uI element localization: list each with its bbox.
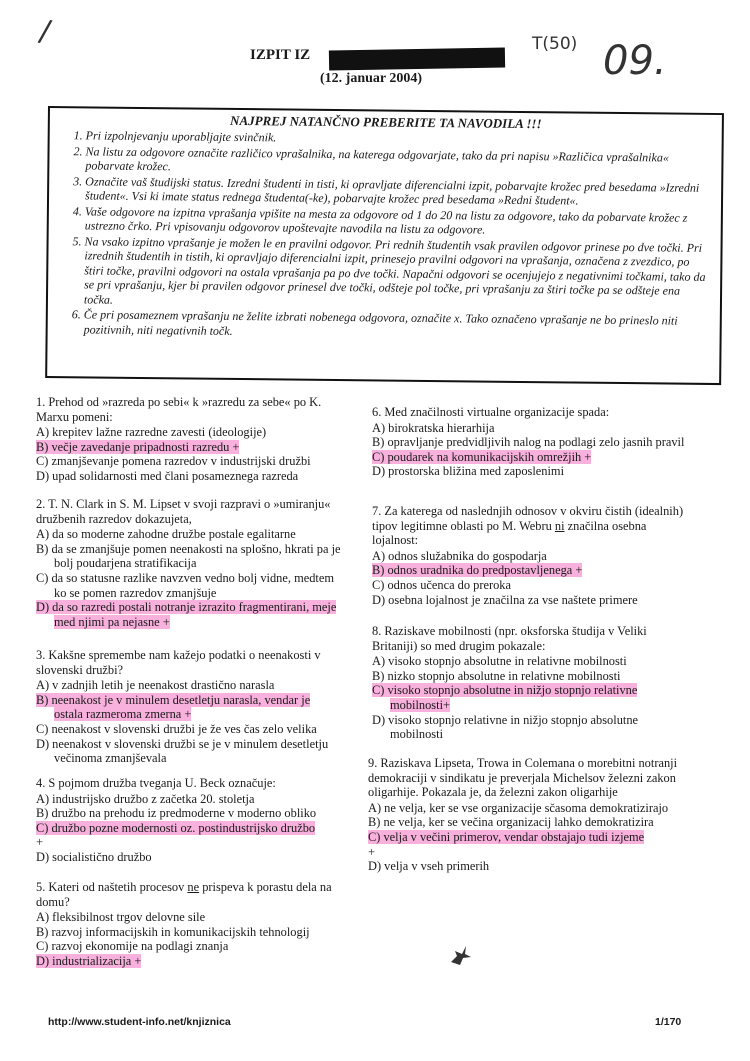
option-d: D) prostorska bližina med zaposlenimi bbox=[372, 464, 565, 479]
option-b: B) da se zmanjšuje pomen neenakosti na splošno, hkrati pa je bolj poudarjena stratifikacija bbox=[36, 541, 341, 571]
option-a: A) da so moderne zahodne družbe postale egalitarne bbox=[36, 527, 296, 542]
option-c: C) zmanjševanje pomena razredov v industrijski družbi bbox=[36, 454, 311, 469]
question-7 bbox=[372, 504, 690, 607]
exam-title: IZPIT IZ bbox=[250, 47, 311, 63]
question-stem: 3. Kakšne spremembe nam kažejo podatki o neenakosti v slovenski družbi? bbox=[36, 648, 321, 677]
option-c: C) neenakost v slovenski družbi je že ves čas zelo velika bbox=[36, 721, 317, 736]
option-c-selected: C) poudarek na komunikacijskih omrežjih + bbox=[372, 449, 592, 464]
option-b-selected: B) neenakost je v minulem desetletju narasla, vendar je ostala razmeroma zmerna + bbox=[36, 692, 311, 722]
option-b: B) opravljanje predvidljivih nalog na podlagi zelo jasnih pravil bbox=[372, 435, 685, 450]
option-a: A) fleksibilnost trgov delovne sile bbox=[36, 910, 206, 925]
stem-emphasis: ne bbox=[187, 880, 200, 894]
instruction-item: 6. Če pri posameznem vprašanju ne želite izbrati nobenega odgovora, označite x. Tako označeno vprašanje ne bo prineslo niti pozitivnih, niti negativnih točk. bbox=[84, 307, 710, 343]
option-d: D) velja v vseh primerih bbox=[368, 859, 490, 874]
option-b: B) nizko stopnjo absolutne in relativne mobilnosti bbox=[372, 668, 621, 683]
option-b: B) ne velja, ker se večina organizacij lahko demokratizira bbox=[368, 815, 654, 830]
option-a: A) birokratska hierarhija bbox=[372, 420, 495, 435]
option-b-selected: B) večje zavedanje pripadnosti razredu + bbox=[36, 439, 240, 454]
footer-url: http://www.student-info.net/knjiznica bbox=[48, 1016, 231, 1028]
stem-text: značilna osebna lojalnost: bbox=[372, 518, 647, 548]
doodle-icon bbox=[448, 942, 474, 968]
exam-date: (12. januar 2004) bbox=[320, 71, 423, 86]
page-number: 1/170 bbox=[655, 1016, 682, 1028]
option-a: A) v zadnjih letih je neenakost drastično narasla bbox=[36, 678, 275, 693]
question-1 bbox=[36, 395, 346, 484]
question-stem: 2. T. N. Clark in S. M. Lipset v svoji razpravi o »umiranju« družbenih razredov dokazujeta, bbox=[36, 497, 331, 526]
option-b-selected: B) odnos uradnika do predpostavljenega + bbox=[372, 563, 583, 578]
option-b: B) razvoj informacijskih in komunikacijskih tehnologij bbox=[36, 924, 310, 939]
pen-stroke: / bbox=[36, 13, 54, 50]
instructions-box bbox=[45, 106, 724, 385]
option-c: C) da so statusne razlike navzven vedno bolj vidne, medtem ko se pomen razredov zmanjšuje bbox=[36, 570, 334, 600]
option-d-selected: D) da so razredi postali notranje izrazito fragmentirani, meje med njimi pa nejasne + bbox=[36, 600, 337, 629]
question-stem: 6. Med značilnosti virtualne organizacije spada: bbox=[372, 405, 610, 419]
option-d-selected: D) industrializacija + bbox=[36, 953, 142, 968]
question-stem bbox=[372, 504, 690, 548]
option-a: A) visoko stopnjo absolutne in relativne mobilnosti bbox=[372, 654, 627, 669]
instruction-item: 4. Vaše odgovore na izpitna vprašanja vpišite na mesta za odgovore od 1 do 20 na listu za odgovore, tako da pobarvate krožec z ustrezno črko. Pri vpisovanju odgovorov upoštevajte navodila na listu za odgovore. bbox=[85, 204, 711, 240]
question-8 bbox=[372, 624, 690, 742]
redaction-bar bbox=[329, 47, 505, 70]
question-3 bbox=[36, 648, 341, 766]
stem-text: prispeva k porastu dela na domu? bbox=[36, 880, 332, 909]
option-d: D) visoko stopnjo relativne in nižjo stopnjo absolutne mobilnosti bbox=[372, 712, 639, 742]
question-stem: 8. Raziskave mobilnosti (npr. oksforska študija v Veliki Britaniji) so med drugim pokazale: bbox=[372, 624, 647, 653]
option-c-selected: C) družbo pozne modernosti oz. postindustrijsko družbo bbox=[36, 820, 316, 835]
option-a: A) industrijsko družbo z začetka 20. stoletja bbox=[36, 791, 255, 806]
instructions-heading: NAJPREJ NATANČNO PREBERITE TA NAVODILA !!! bbox=[230, 112, 542, 132]
question-5 bbox=[36, 880, 341, 969]
instructions-list bbox=[62, 128, 712, 344]
question-4 bbox=[36, 776, 341, 865]
question-stem: 1. Prehod od »razreda po sebi« k »razredu za sebe« po K. Marxu pomeni: bbox=[36, 395, 322, 424]
question-stem: 9. Raziskava Lipseta, Trowa in Colemana o morebitni notranji demokraciji v sindikatu je preverjala Michelsov železni zakon oligarhije. Pokazala je, da železni zakon oligarhije bbox=[368, 756, 678, 800]
option-a: A) krepitev lažne razredne zavesti (ideologije) bbox=[36, 425, 267, 440]
option-b: B) družbo na prehodu iz predmoderne v moderno obliko bbox=[36, 806, 317, 821]
instruction-item: 5. Na vsako izpitno vprašanje je možen le en pravilni odgovor. Pri rednih študentih vsak pravilen odgovor prinese po dve točki. Pri izrednih študentih in tistih, ki opravljajo diferencialni izpit, prinesejo pravilni odgovori na vprašanja, označena z zvezdico, po štiri točke, pravilni odgovori na ostala vprašanja pa po dve točki. Napačni odgovori se ocenjujejo z negativnimi točkami, tako da se pri vprašanju, kjer bi pravilen odgovor prinesel dve točki, odšteje pol točke, pri vprašanju za štiri točke pa se odšteje ena točka. bbox=[84, 234, 711, 313]
stem-text: 5. Kateri od naštetih procesov bbox=[36, 880, 188, 894]
question-9 bbox=[368, 756, 690, 874]
option-d: D) osebna lojalnost je značilna za vse naštete primere bbox=[372, 592, 638, 607]
question-stem bbox=[36, 880, 341, 909]
stem-emphasis: ni bbox=[554, 518, 565, 533]
question-6 bbox=[372, 405, 690, 479]
option-c: C) razvoj ekonomije na podlagi znanja bbox=[36, 939, 229, 954]
instruction-item: 2. Na listu za odgovore označite različico vprašalnika, na katerega odgovarjate, tako da pri napisu »Različica vprašalnika« pobarvate krožec. bbox=[85, 144, 711, 180]
correct-mark: + bbox=[36, 835, 43, 850]
option-d: D) upad solidarnosti med člani posameznega razreda bbox=[36, 468, 299, 483]
question-stem: 4. S pojmom družba tveganja U. Beck označuje: bbox=[36, 776, 276, 790]
option-c: C) odnos učenca do preroka bbox=[372, 577, 512, 592]
handwritten-code: T(50) bbox=[532, 34, 578, 54]
option-c-selected: C) visoko stopnjo absolutne in nižjo stopnjo relativne mobilnosti+ bbox=[372, 683, 638, 712]
option-d: D) socialistično družbo bbox=[36, 849, 152, 864]
option-d: D) neenakost v slovenski družbi se je v minulem desetletju večinoma zmanjševala bbox=[36, 736, 329, 766]
option-a: A) odnos služabnika do gospodarja bbox=[372, 548, 547, 563]
option-a: A) ne velja, ker se vse organizacije sčasoma demokratizirajo bbox=[368, 800, 669, 815]
question-2 bbox=[36, 497, 341, 629]
stem-text: 7. Za katerega od naslednjih odnosov v okviru čistih (idealnih) tipov legitimne oblasti po M. Webru bbox=[372, 504, 684, 533]
instruction-item: 3. Označite vaš študijski status. Izredni študenti in tisti, ki opravljate diferencialni izpit, pobarvajte krožec pred besedama »Izredni študent«. Vsi ki imate status rednega študenta(-ke), pobarvajte krožec pred besedama »Redni študent«. bbox=[85, 174, 711, 210]
handwritten-score: 09. bbox=[603, 38, 667, 84]
option-c-selected: C) velja v večini primerov, vendar obstajajo tudi izjeme bbox=[368, 829, 645, 844]
correct-mark: + bbox=[368, 844, 375, 859]
instruction-item: 1. Pri izpolnjevanju uporabljajte svinčnik. bbox=[86, 128, 712, 149]
